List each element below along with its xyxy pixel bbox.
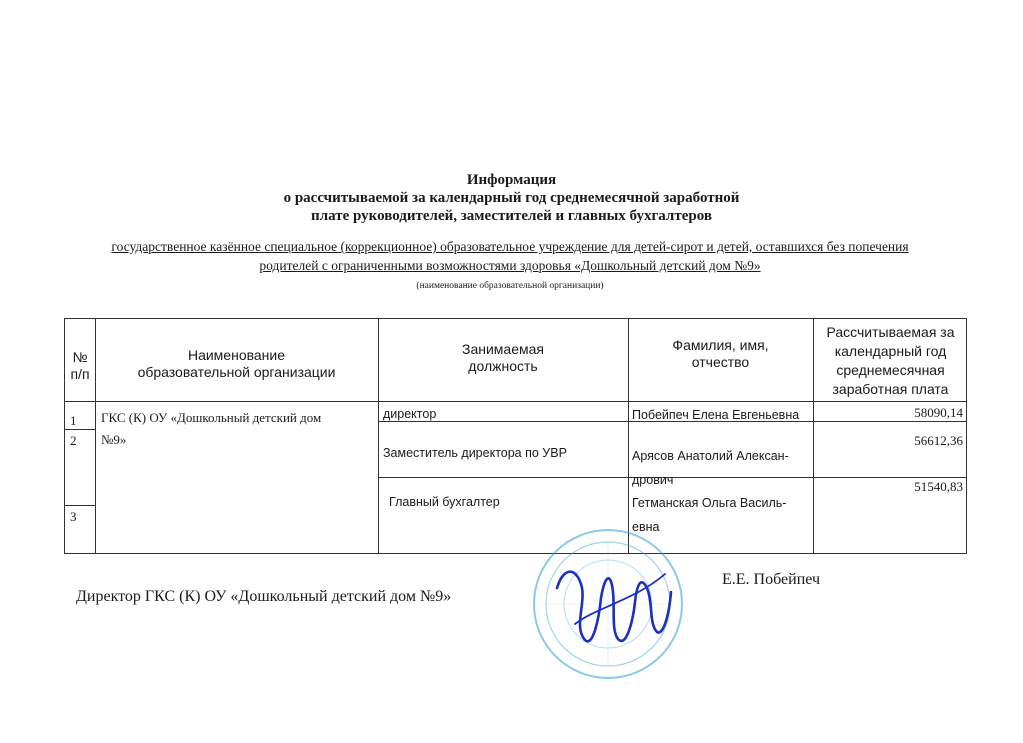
doc-title-line3: плате руководителей, заместителей и главных бухгалтеров [311,208,712,224]
doc-title-line2: о рассчитываемой за календарный год среднемесячной заработной [283,190,740,206]
name-cell-line: евна [632,520,660,534]
header-position-line: Занимаемая [462,341,544,357]
row-num: 3 [70,509,77,524]
header-num-line: п/п [70,366,90,382]
header-org-line: Наименование [187,347,286,363]
header-position [378,341,628,375]
name-cell-line: дрович [632,473,674,487]
position-cell: директор [383,407,437,421]
header-name [628,337,813,371]
row-divider [65,401,966,402]
header-name-line: Фамилия, имя, [672,337,769,353]
header-num-line: № [72,349,88,365]
salary-cell: 56612,36 [914,433,963,448]
header-salary-line: заработная плата [832,381,949,397]
row-divider [65,505,95,506]
header-position-line: должность [468,358,538,374]
salary-cell: 51540,83 [914,479,963,494]
row-divider [65,429,95,430]
position-cell: Заместитель директора по УВР [383,446,567,460]
signer-name: Е.Е. Побейпеч [722,571,821,588]
stamp-and-signature [515,528,701,698]
org-name-line2: родителей с ограниченными возможностями здоровья «Дошкольный детский дом №9» [259,258,761,273]
row-num: 2 [70,433,77,448]
org-cell [101,407,371,451]
name-cell [632,444,808,492]
header-salary [813,323,968,399]
header-salary-line: календарный год [834,343,947,359]
position-cell: Главный бухгалтер [389,495,500,509]
header-salary-line: среднемесячная [836,362,945,378]
org-name-line1: государственное казённое специальное (коррекционное) образовательное учреждение для детей-сирот и детей, оставшихся без попечения [111,239,909,254]
header-name-line: отчество [691,354,750,370]
signer-title: Директор ГКС (К) ОУ «Дошкольный детский дом №9» [76,588,452,605]
header-org [95,347,378,381]
name-cell-line: Арясов Анатолий Алексан- [632,449,789,463]
org-cell-line: ГКС (К) ОУ «Дошкольный детский дом [101,410,322,425]
org-cell-line: №9» [101,432,127,447]
salary-cell: 58090,14 [914,405,963,420]
name-cell: Побейпеч Елена Евгеньевна [632,408,800,422]
header-salary-line: Рассчитываемая за [826,324,955,340]
org-caption: (наименование образовательной организации) [416,281,604,291]
salary-table [64,318,967,554]
header-num [65,349,95,383]
row-num: 1 [70,413,77,428]
name-cell-line: Гетманская Ольга Василь- [632,496,787,510]
doc-title-line1: Информация [466,172,557,188]
header-org-line: образовательной организации [137,364,336,380]
